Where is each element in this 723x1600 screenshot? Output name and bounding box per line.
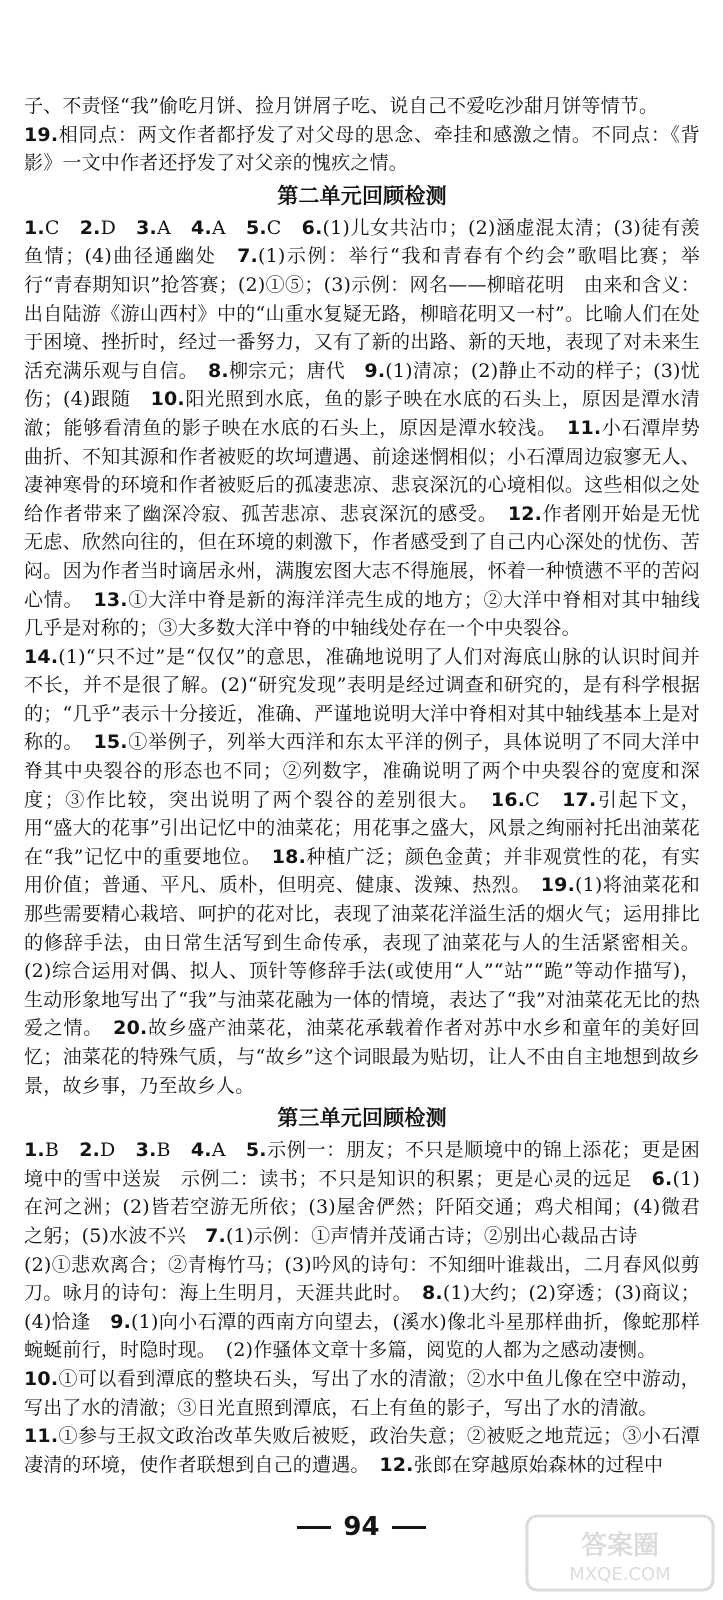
answer-number: 16. xyxy=(490,788,526,811)
answer-text: ①举例子，列举大西洋和东太平洋的例子，具体说明了不同大洋中脊其中央裂谷的形态也不同；②列数字，准确说明了两个中央裂谷的宽度和深度；③作比较，突出说明了两个裂谷的差别很大。 xyxy=(24,731,700,811)
intro-q19 xyxy=(24,121,700,178)
answer-number: 3. xyxy=(135,1139,157,1162)
answer-number: 2. xyxy=(79,1139,101,1162)
svg-text:答案圈: 答案圈 xyxy=(580,1531,660,1561)
answer-text: A xyxy=(211,216,246,239)
answer-number: 7. xyxy=(237,245,258,268)
answer-text: 小石潭岸势曲折、不知其源和作者被贬的坎坷遭遇、前途迷惘相似；小石潭周边寂寥无人、凄神寒骨的环境和作者被贬后的孤凄悲凉、悲哀深沉的心境相似。这些相似之处给作者带来了幽深冷寂、孤苦悲凉、悲哀深沉的感受。 xyxy=(24,416,700,525)
answer-number: 13. xyxy=(93,588,128,611)
answer-text: A xyxy=(211,1139,246,1162)
answer-text: ①大洋中脊是新的海洋洋壳生成的地方；②大洋中脊相对其中轴线几乎是对称的；③大多数大洋中脊的中轴线处存在一个中央裂谷。 xyxy=(24,588,700,640)
answer-text: B xyxy=(156,1139,191,1162)
q19-number: 19. xyxy=(24,123,59,146)
answer-number: 5. xyxy=(245,1139,267,1162)
answer-number: 9. xyxy=(110,1310,132,1333)
answer-number: 11. xyxy=(567,416,602,439)
unit3-title: 第三单元回顾检测 xyxy=(277,1106,447,1131)
answer-text: 阳光照到水底，鱼的影子映在水底的石头上，原因是潭水清澈；能够看清鱼的影子映在水底的石头上，原因是潭水较浅。 xyxy=(24,388,701,439)
answer-number: 19. xyxy=(540,874,576,897)
answer-text: D xyxy=(100,1139,136,1162)
answer-number: 1. xyxy=(24,216,45,239)
answer-number: 14. xyxy=(24,645,59,668)
answer-text: 故乡盛产油菜花，油菜花承载着作者对苏中水乡和童年的美好回忆；油菜花的特殊气质，与“故乡”这个词眼最为贴切，让人不由自主地想到故乡景，故乡事，乃至故乡人。 xyxy=(24,1017,700,1097)
watermark-logo xyxy=(525,1514,715,1592)
right-dash xyxy=(392,1526,426,1529)
answer-text: A xyxy=(156,216,192,239)
answer-number: 4. xyxy=(190,1139,212,1162)
answer-number: 2. xyxy=(79,216,101,239)
answer-text: 张郎在穿越原始森林的过程中 xyxy=(413,1453,664,1476)
answer-number: 6. xyxy=(651,1167,673,1190)
answer-content xyxy=(24,92,700,1479)
answer-number: 3. xyxy=(136,216,157,239)
unit3-answers-block3 xyxy=(24,1365,700,1422)
answer-number: 11. xyxy=(24,1425,59,1448)
answer-number: 12. xyxy=(507,502,543,525)
answer-number: 7. xyxy=(205,1224,226,1247)
answer-text: (1)儿女共沾巾；(2)涵虚混太清；(3)徒有羡鱼情；(4)曲径通幽处 xyxy=(24,216,700,268)
answer-text: (1)示例：①声情并茂诵古诗；②别出心裁品古诗 xyxy=(225,1224,638,1247)
answer-number: 9. xyxy=(364,359,386,382)
answer-text: 作者刚开始是无忧无虑、欣然向往的，但在环境的刺激下，作者感受到了自己内心深处的忧伤、苦闷。因为作者当时谪居永州，满腹宏图大志不得施展，怀着一种愤懑不平的苦闷心情。 xyxy=(24,502,700,611)
answer-text: ①参与王叔文政治改革失败后被贬，政治失意；②被贬之地荒远；③小石潭凄清的环境，使作者联想到自己的遭遇。 xyxy=(24,1425,700,1476)
answer-number: 1. xyxy=(24,1139,45,1162)
unit2-answers-block1 xyxy=(24,214,700,643)
answer-text: C xyxy=(525,788,563,811)
intro-line: 子、不责怪“我”偷吃月饼、捡月饼屑子吃、说自己不爱吃沙甜月饼等情节。 xyxy=(24,95,659,117)
answer-text: (1)清凉；(2)静止不动的样子；(3)忧伤；(4)跟随 xyxy=(24,359,700,411)
answer-number: 8. xyxy=(207,359,229,382)
answer-text: (1)示例：举行“我和青春有个约会”歌唱比赛；举行“青春期知识”抢答赛；(2)①⑤；(3)示例：网名——柳暗花明 由来和含义：出自陆游《游山西村》中的“山重水复疑无路，柳暗花明又一村”。比喻人们在处于困境、挫折时，经过一番努力，又有了新的出路、新的天地，表现了对未来生活充满乐观与自信。 xyxy=(24,245,700,382)
answer-text: 示例一：朋友；不只是顺境中的锦上添花；更是困境中的雪中送炭 示例二：读书；不只是知识的积累；更是心灵的远足 xyxy=(24,1139,700,1190)
unit2-answers-block2 xyxy=(24,643,700,1101)
answer-number: 20. xyxy=(113,1017,148,1040)
unit3-answers-block4 xyxy=(24,1422,700,1479)
answer-number: 8. xyxy=(421,1282,443,1305)
answer-number: 5. xyxy=(245,216,267,239)
answer-number: 10. xyxy=(150,388,185,411)
answer-text: C xyxy=(266,216,302,239)
left-dash xyxy=(297,1526,331,1529)
answer-number: 15. xyxy=(93,731,128,754)
unit2-title: 第二单元回顾检测 xyxy=(277,183,447,208)
answer-text: 引起下文，用“盛大的花事”引出记忆中的油菜花；用花事之盛大，风景之绚丽衬托出油菜花在“我”记忆中的重要地位。 xyxy=(24,788,700,868)
answer-text: (1)向小石潭的西南方向望去，(溪水)像北斗星那样曲折，像蛇那样蜿蜒前行，时隐时现。 (2)作骚体文章十多篇，阅览的人都为之感动凄恻。 xyxy=(24,1310,701,1362)
unit3-answers-block1 xyxy=(24,1136,700,1250)
q7-part2-text: (2)①悲欢离合；②青梅竹马；(3)吟风的诗句：不知细叶谁裁出，二月春风似剪刀。咏月的诗句：海上生明月，天涯共此时。 xyxy=(24,1253,700,1305)
unit3-q7-part2 xyxy=(24,1251,700,1365)
answer-text: ①可以看到潭底的整块石头，写出了水的清澈；②水中鱼儿像在空中游动，写出了水的清澈；③日光直照到潭底，石上有鱼的影子，写出了水的清澈。 xyxy=(24,1367,700,1419)
answer-number: 12. xyxy=(379,1453,414,1476)
answer-text: D xyxy=(100,216,137,239)
answer-text: 种植广泛；颜色金黄；并非观赏性的花，有实用价值；普通、平凡、质朴，但明亮、健康、泼辣、热烈。 xyxy=(24,845,700,897)
answer-number: 6. xyxy=(301,216,323,239)
svg-text:MXQE.COM: MXQE.COM xyxy=(569,1564,671,1585)
answer-text: B xyxy=(44,1139,80,1162)
answer-text: (1)“只不过”是“仅仅”的意思，准确地说明了人们对海底山脉的认识时间并不长，并不是很了解。(2)“研究发现”表明是经过调查和研究的，是有科学根据的；“几乎”表示十分接近，准确、严谨地说明大洋中脊相对其中轴线基本上是对称的。 xyxy=(24,645,700,754)
answer-number: 4. xyxy=(191,216,212,239)
answer-number: 17. xyxy=(562,788,597,811)
answer-text: (1)大约；(2)穿透；(3)商议；(4)恰逢 xyxy=(24,1282,701,1333)
answer-number: 10. xyxy=(24,1367,59,1390)
q19-text: 相同点：两文作者都抒发了对父母的思念、牵挂和感激之情。不同点：《背影》一文中作者还抒发了对父亲的愧疚之情。 xyxy=(24,123,700,175)
answer-text: C xyxy=(44,216,80,239)
page-number-text: 94 xyxy=(343,1512,380,1542)
answer-number: 18. xyxy=(271,845,306,868)
answer-text: 柳宗元；唐代 xyxy=(228,359,365,382)
answer-text: (1)将油菜花和那些需要精心栽培、呵护的花对比，表现了油菜花洋溢生活的烟火气；运用排比的修辞手法，由日常生活写到生命传承，表现了油菜花与人的生活紧密相关。(2)综合运用对偶、拟人、顶针等修辞手法(或使用“人”“站”“跪”等动作描写)，生动形象地写出了“我”与油菜花融为一体的情境，表达了“我”对油菜花无比的热爱之情。 xyxy=(24,874,701,1040)
answer-text: (1)在河之洲；(2)皆若空游无所依；(3)屋舍俨然；阡陌交通；鸡犬相闻；(4)微君之躬；(5)水波不兴 xyxy=(24,1167,700,1247)
